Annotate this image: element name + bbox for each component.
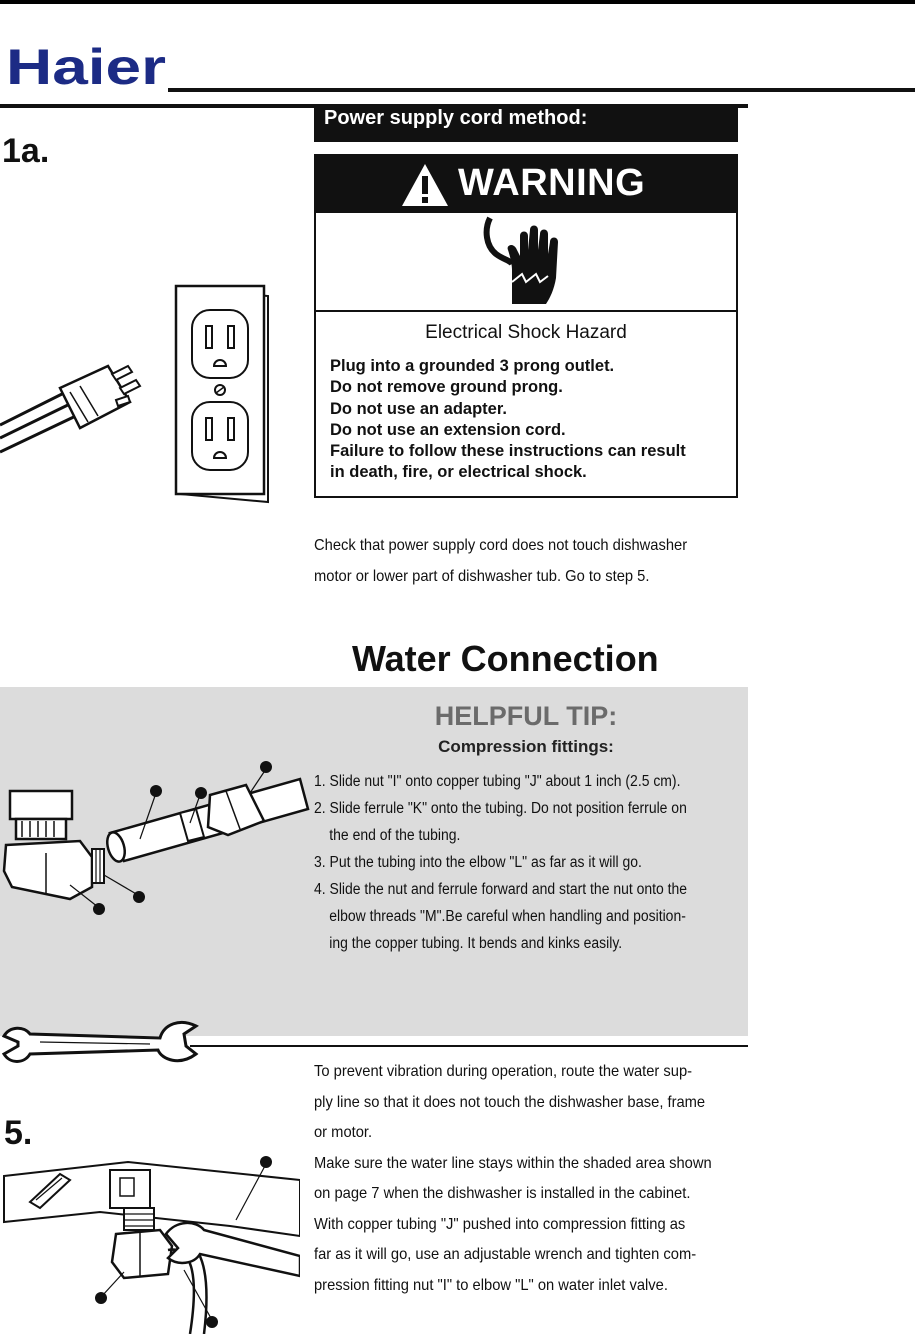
warning-line: Plug into a grounded 3 prong outlet. [330,357,615,375]
tip-step: the end of the tubing. [329,827,461,844]
wrench-tightening-illustration [0,1150,300,1334]
wrench-icon [0,1016,200,1074]
step-5-number: 5. [4,1114,33,1152]
step-5-line: To prevent vibration during operation, route the water sup- [314,1063,693,1080]
step-5-instructions [314,1057,712,1301]
tip-step: 1. Slide nut "I" onto copper tubing "J" about 1 inch (2.5 cm). [314,773,681,790]
power-cord-note [314,531,687,592]
warning-label: WARNING [458,162,646,204]
haier-logo-text: Haier [6,40,166,90]
step-5-line: far as it will go, use an adjustable wrench and tighten com- [314,1246,697,1263]
tip-step: 2. Slide ferrule "K" onto the tubing. Do not position ferrule on [314,800,687,817]
warning-instructions [330,356,686,484]
tip-step: elbow threads "M".Be careful when handling and position- [329,908,686,925]
tip-step: 3. Put the tubing into the elbow "L" as far as it will go. [314,854,642,871]
electric-shock-hand-icon [482,216,562,308]
warning-line: Failure to follow these instructions can result [330,442,686,461]
warning-box [314,154,738,498]
step-5-line: Make sure the water line stays within the shaded area shown [314,1154,712,1172]
header-rule [168,88,915,92]
step-5-line: on page 7 when the dishwasher is installed in the cabinet. [314,1185,691,1202]
step-5-line: pression fitting nut "I" to elbow "L" on water inlet valve. [314,1276,668,1294]
haier-logo [6,40,171,90]
warning-line: Do not use an adapter. [330,399,507,418]
compression-fitting-steps [314,768,687,957]
warning-header [316,156,736,213]
step-5-line: ply line so that it does not touch the dishwasher base, frame [314,1093,706,1111]
warning-triangle-icon [400,162,450,208]
step-1a-number: 1a. [2,132,50,170]
compression-fitting-illustration [0,757,312,937]
helpful-tip-title: HELPFUL TIP: [434,701,618,731]
warning-line: Do not remove ground prong. [330,378,563,397]
step-5-line: With copper tubing "J" pushed into compression fitting as [314,1215,686,1233]
step-5-line: or motor. [314,1124,373,1141]
power-cord-method-title: Power supply cord method: [314,104,738,142]
helpful-tip-panel [0,687,748,1036]
top-rule [0,0,915,4]
compression-fittings-subtitle: Compression fittings: [438,737,614,756]
note-line: motor or lower part of dishwasher tub. Go to step 5. [314,567,650,585]
warning-separator [316,310,736,312]
warning-line: Do not use an extension cord. [330,420,566,439]
warning-line: in death, fire, or electrical shock. [330,463,587,482]
tip-divider [190,1045,748,1047]
note-line: Check that power supply cord does not touch dishwasher [314,537,688,554]
tip-step: ing the copper tubing. It bends and kinks easily. [329,935,623,952]
tip-step: 4. Slide the nut and ferrule forward and start the nut onto the [314,881,688,898]
plug-outlet-illustration [0,280,280,510]
hazard-title: Electrical Shock Hazard [425,322,627,343]
water-connection-heading: Water Connection [352,638,659,679]
